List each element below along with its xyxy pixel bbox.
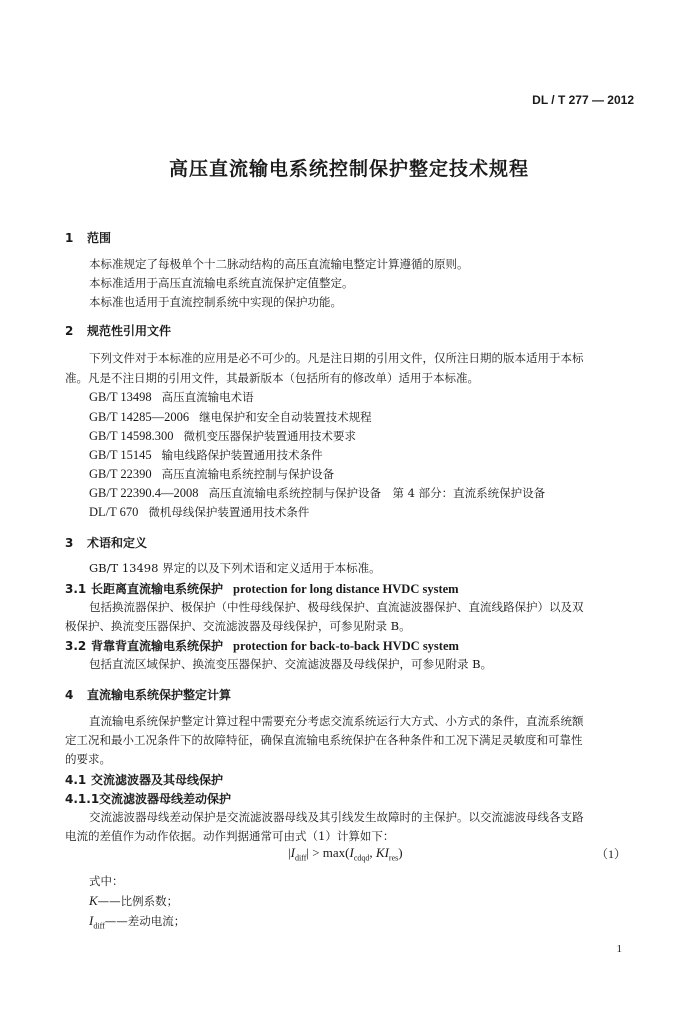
reference-item	[89, 409, 372, 425]
equation-number: （1）	[595, 847, 626, 861]
subsection-title: 长距离直流输电系统保护	[91, 582, 224, 596]
section-number: 3	[65, 536, 74, 550]
paragraph-line: 包括换流器保护、极保护（中性母线保护、极母线保护、直流滤波器保护、直流线路保护）以及双	[89, 600, 584, 614]
variable-definition	[89, 913, 185, 931]
document-code: DL / T 277 — 2012	[532, 93, 634, 107]
variable-definition	[89, 893, 178, 909]
reference-title: 高压直流输电系统控制与保护设备 第 4 部分：直流系统保护设备	[208, 486, 546, 500]
section-number: 1	[65, 231, 74, 245]
section-title: 直流输电系统保护整定计算	[87, 688, 232, 702]
where-label: 式中：	[89, 874, 124, 888]
variable-symbol: K	[89, 893, 98, 908]
paragraph-line: 交流滤波器母线差动保护是交流滤波器母线及其引线发生故障时的主保护。以交流滤波母线各支路	[89, 810, 584, 824]
subsection-3-1-heading	[65, 580, 459, 597]
equation-1: $|I_{diff}| > \max(I_{cdqd}$, $KI_{res}$)	[288, 845, 403, 863]
reference-item	[89, 447, 323, 463]
paragraph-line: 极保护、换流变压器保护、交流滤波器及母线保护，可参见附录 B。	[65, 619, 411, 633]
reference-title: 继电保护和安全自动装置技术规程	[199, 410, 372, 424]
section-title: 规范性引用文件	[87, 324, 172, 338]
reference-item	[89, 428, 356, 444]
reference-code: GB/T 14285—2006	[89, 410, 190, 424]
section-4-heading	[65, 686, 231, 703]
reference-code: GB/T 13498	[89, 390, 152, 404]
subsection-4-1-heading	[65, 771, 223, 788]
subsection-title: 交流滤波器及其母线保护	[91, 773, 224, 787]
subsection-title: 背靠背直流输电系统保护	[91, 639, 224, 653]
reference-title: 微机变压器保护装置通用技术要求	[183, 429, 356, 443]
paragraph-line: 本标准适用于高压直流输电系统直流保护定值整定。	[89, 276, 354, 290]
reference-code: DL/T 670	[89, 505, 139, 519]
subsection-english-title: protection for long distance HVDC system	[233, 582, 459, 596]
reference-item	[89, 485, 545, 501]
subsection-title: 交流滤波器母线差动保护	[99, 792, 232, 806]
paragraph-line: 准。凡是不注日期的引用文件，其最新版本（包括所有的修改单）适用于本标准。	[65, 371, 479, 385]
reference-item	[89, 504, 309, 520]
reference-code: GB/T 22390.4—2008	[89, 486, 199, 500]
variable-symbol: $I_{diff}$	[89, 913, 105, 931]
section-number: 2	[65, 324, 74, 338]
reference-code: GB/T 14598.300	[89, 429, 174, 443]
subsection-number: 4.1.1	[65, 792, 100, 806]
paragraph-line: 直流输电系统保护整定计算过程中需要充分考虑交流系统运行大方式、小方式的条件，直流系统额	[89, 714, 584, 728]
subsection-number: 3.1	[65, 582, 87, 596]
paragraph-line: 电流的差值作为动作依据。动作判据通常可由式（1）计算如下：	[65, 829, 395, 843]
section-title: 术语和定义	[87, 536, 148, 550]
reference-code: GB/T 22390	[89, 467, 152, 481]
section-2-heading	[65, 322, 171, 339]
subsection-3-2-heading	[65, 637, 459, 654]
section-number: 4	[65, 688, 74, 702]
reference-item	[89, 389, 254, 405]
paragraph-line: 本标准也适用于直流控制系统中实现的保护功能。	[89, 295, 342, 309]
reference-title: 微机母线保护装置通用技术条件	[148, 505, 310, 519]
section-1-heading	[65, 229, 111, 246]
reference-item	[89, 466, 334, 482]
variable-description: ——比例系数；	[97, 894, 179, 908]
paragraph-line: 包括直流区域保护、换流变压器保护、交流滤波器及母线保护，可参见附录 B。	[89, 657, 493, 671]
subsection-4-1-1-heading	[65, 790, 231, 807]
document-title: 高压直流输电系统控制保护整定技术规程	[168, 158, 529, 180]
reference-title: 高压直流输电系统控制与保护设备	[161, 467, 335, 481]
variable-description: ——差动电流；	[104, 914, 186, 928]
subsection-number: 3.2	[65, 639, 87, 653]
paragraph-line: 定工况和最小工况条件下的故障特征，确保直流输电系统保护在各种条件和工况下满足灵敏度和可靠性	[65, 733, 583, 747]
reference-code: GB/T 15145	[89, 448, 152, 462]
page-number: 1	[616, 943, 622, 955]
subsection-english-title: protection for back-to-back HVDC system	[233, 639, 459, 653]
reference-title: 高压直流输电术语	[161, 390, 254, 404]
paragraph-line: 下列文件对于本标准的应用是必不可少的。凡是注日期的引用文件，仅所注日期的版本适用于本标	[89, 351, 584, 365]
section-3-heading	[65, 534, 147, 551]
paragraph-line: 的要求。	[65, 752, 111, 766]
paragraph-line: 本标准规定了每极单个十二脉动结构的高压直流输电整定计算遵循的原则。	[89, 257, 469, 271]
subsection-number: 4.1	[65, 773, 87, 787]
section-title: 范围	[87, 231, 112, 245]
reference-title: 输电线路保护装置通用技术条件	[161, 448, 323, 462]
paragraph-line: GB/T 13498 界定的以及下列术语和定义适用于本标准。	[89, 561, 381, 575]
